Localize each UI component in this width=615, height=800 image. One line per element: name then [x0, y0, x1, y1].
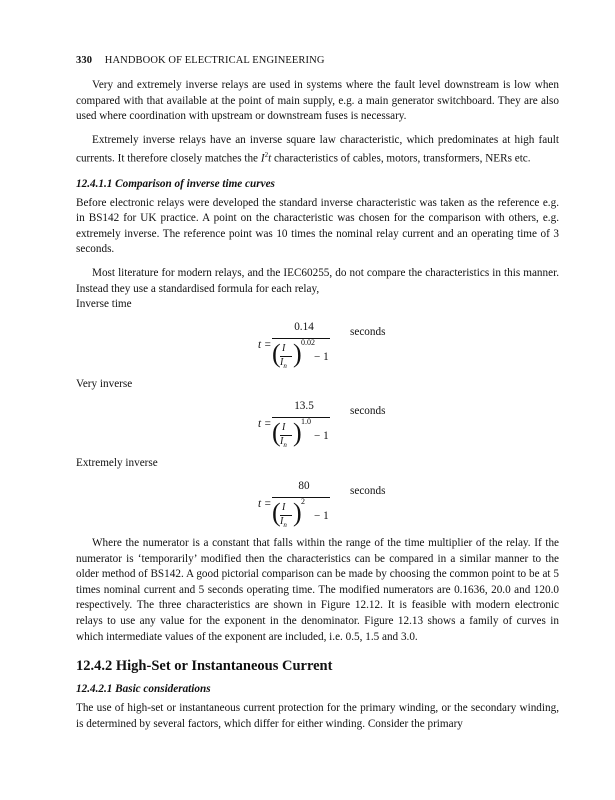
formula-numerator: 80: [298, 480, 310, 493]
formula-label: Inverse time: [76, 298, 132, 311]
paragraph-1: Very and extremely inverse relays are used in systems where the fault level downstream is low when compared with that available at the point of main supply, e.g. a main generator switchboard. They are also used where coordination with upstream or downstream fuses is necessary.: [76, 79, 559, 123]
current-symbol: I: [282, 502, 286, 514]
formula-minus-one: − 1: [314, 430, 329, 443]
formula-exponent: 0.02: [301, 337, 315, 347]
formula-minus-one: − 1: [314, 510, 329, 523]
page-body: [76, 55, 559, 732]
formula-denominator: [272, 419, 342, 451]
formula-very-inverse: [76, 394, 559, 452]
formula-numerator: 0.14: [294, 320, 314, 333]
right-paren: ): [293, 498, 302, 528]
paragraph-5: Where the numerator is a constant that falls within the range of the time multiplier of the relay. If the numerator is ‘temporarily’ modified then the characteristics can be compared in a similar manner to the older method of BS142. A good pictorial comparison can be made by choosing the common point to be at 5 times nominal current and 5 seconds operating time. The modified numerators are 0.1636, 20.0 and 120.0 respectively. The three characteristics are shown in Figure 12.12. It is feasible with modern electronic relays to use any value for the exponent in the denominator. Figure 12.13 shows a family of curves in which intermediate values of the exponent are included, i.e. 0.5, 1.5 and 3.0.: [76, 537, 559, 643]
running-title: HANDBOOK OF ELECTRICAL ENGINEERING: [104, 55, 325, 66]
page-number: 330: [76, 55, 93, 66]
formula-numerator: 13.5: [294, 400, 314, 413]
formula-denominator: [272, 499, 342, 531]
formula-lhs: t =: [258, 498, 272, 511]
current-symbol: I: [282, 422, 286, 434]
right-paren: ): [293, 338, 302, 368]
formula-exponent: 2: [301, 497, 305, 507]
formula-label: Extremely inverse: [76, 457, 158, 470]
formula-inverse-time: [76, 315, 559, 373]
formula-minus-one: − 1: [314, 350, 329, 363]
right-paren: ): [293, 418, 302, 448]
current-symbol: I: [282, 342, 286, 354]
formula-label: Very inverse: [76, 377, 133, 390]
nominal-current-symbol: $I_n$: [280, 436, 287, 450]
formula-unit: seconds: [350, 405, 386, 418]
formula-exponent: 1.0: [301, 417, 311, 427]
nominal-current-symbol: $I_n$: [280, 356, 287, 370]
formula-lhs: t =: [258, 418, 272, 431]
paragraph-2-superscript: 2: [264, 151, 269, 160]
paragraph-2-text-b: characteristics of cables, motors, transformers, NERs etc.: [271, 153, 531, 166]
section-heading-12-4-2-1: 12.4.2.1 Basic considerations: [76, 683, 211, 696]
left-paren: (: [272, 418, 281, 448]
paragraph-2-text-a: Extremely inverse relays have an inverse square law characteristic, which predominates at high fault currents. It therefore closely matches the: [76, 133, 559, 166]
paragraph-4: Most literature for modern relays, and the IEC60255, do not compare the characteristics in this manner. Instead they use a standardised formula for each relay,: [76, 267, 559, 295]
nominal-current-symbol: $I_n$: [280, 516, 287, 530]
formula-unit: seconds: [350, 485, 386, 498]
formula-extremely-inverse: [76, 474, 559, 532]
paragraph-2-symbol-i: I: [260, 153, 265, 166]
left-paren: (: [272, 498, 281, 528]
paragraph-2-symbol-t: t: [268, 153, 272, 166]
formula-lhs: t =: [258, 338, 272, 351]
left-paren: (: [272, 338, 281, 368]
formula-denominator: [272, 337, 342, 372]
paragraph-3: Before electronic relays were developed the standard inverse characteristic was taken as the reference e.g. in BS142 for UK practice. A point on the characteristic was chosen for the comparison with others, e.g. extremely inverse. The reference point was 10 times the nominal relay current and an operating time of 3 seconds.: [76, 196, 559, 256]
section-heading-12-4-2: 12.4.2 High-Set or Instantaneous Current: [76, 658, 333, 675]
paragraph-6: The use of high-set or instantaneous current protection for the primary winding, or the secondary winding, is determined by several factors, which differ for either winding. Consider the primary: [76, 702, 559, 730]
section-heading-12-4-1-1: 12.4.1.1 Comparison of inverse time curves: [76, 177, 275, 190]
paragraph-2: [76, 133, 559, 168]
running-head: [76, 55, 559, 66]
formula-unit: seconds: [350, 325, 386, 338]
